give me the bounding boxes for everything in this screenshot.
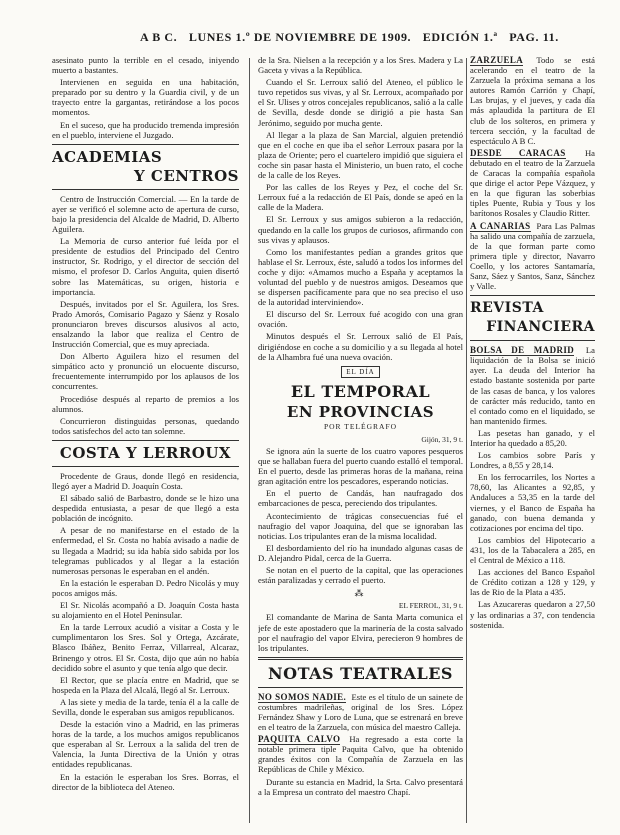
page-number: PAG. 11. bbox=[509, 30, 559, 44]
article-paragraph: Centro de Instrucción Comercial. — En la tarde de ayer se verificó el solemne acto de apertura de curso, bajo la presidencia del Alcalde de Madrid, D. Alberto Aguilera. bbox=[52, 193, 239, 235]
article-paragraph: Don Alberto Aguilera hizo el resumen del simpático acto y pronunció un elocuente discurso, frecuentemente interrumpido por los aplausos de los concurrentes. bbox=[52, 351, 239, 392]
column-1 bbox=[52, 55, 239, 825]
article-paragraph: El Sr. Nicolás acompañó a D. Joaquín Costa hasta su alojamiento en el Hotel Peninsular. bbox=[52, 600, 239, 621]
article-paragraph: Se ignora aún la suerte de los cuatro vapores pesqueros que se hallaban fuera del puerto cuando estalló el temporal. En el puerto, desde las primeras horas de la mañana, reina gran agitación entre los pescadores, esperando noticias. bbox=[258, 446, 463, 487]
article-paragraph: En los ferrocarriles, los Nortes a 78,60, las Alicantes a 92,85, y Andaluces a 53,35 en la tarde del viernes, y el Banco de España ha ganado, con buena demanda y cotizaciones por encima del tipo. bbox=[470, 472, 595, 533]
paragraph-text: Todo se está acelerando en el teatro de la Zarzuela la próxima semana a los autores Ramón Carrión y Chapí, Las brujas, y el jueves, y cada día más aplaudida la partitura de El club de los solteros, en primera y tercera sección, y la facultad de espectáculo A B C. bbox=[470, 55, 595, 146]
column-3 bbox=[470, 55, 595, 825]
subhead: PAQUITA CALVO bbox=[258, 734, 341, 745]
paragraph-text: Ha regresado a esta corte la notable primera tiple Paquita Calvo, que ha obtenido grandes éxitos con la Compañía de Zarzuela en las Repúblicas de Chile y México. bbox=[258, 734, 463, 775]
article-paragraph bbox=[258, 734, 463, 774]
article-paragraph: Procedióse después al reparto de premios a los alumnos. bbox=[52, 393, 239, 414]
article-paragraph: En la tarde Lerroux acudió a visitar a Costa y le cumplimentaron los Sres. Sol y Ortega, Azcárate, Blasco Ibáñez, Benito Ferraz, Villarreal, Alcaraz, Brinengo y otros. El Sr. Costa, dijo que aún no había decidido sobre el asunto y que tenía algo que decir. bbox=[52, 622, 239, 673]
article-paragraph bbox=[470, 221, 595, 292]
article-paragraph bbox=[470, 345, 595, 426]
article-paragraph bbox=[470, 55, 595, 146]
article-paragraph: En el suceso, que ha producido tremenda impresión en el pueblo, interviene el Juzgado. bbox=[52, 119, 239, 140]
revista-title: REVISTA bbox=[470, 300, 544, 317]
edition-label: EDICIÓN 1.ª bbox=[422, 30, 498, 44]
article-paragraph: Al llegar a la plaza de San Marcial, alguien pretendió que en el coche en que iba el señor Lerroux pasara por la plaza de Oriente; pero el cuartelero impidió que siguiera el coche sin pasar hasta el Ministerio, un buen rato, el coche de la calle de los Reyes. bbox=[258, 129, 463, 181]
subhead: A CANARIAS bbox=[470, 220, 531, 231]
revista-title-2: FINANCIERA bbox=[486, 319, 595, 336]
temporal-title: EL TEMPORAL bbox=[290, 381, 431, 401]
article-paragraph: Como los manifestantes pedían a grandes gritos que hablase el Sr. Lerroux, éste, saludó a todos los informes del coche y dijo: «Amamos mucho a España y aceptamos la voluntad del pueblo y de nuestros amigos. Deseamos que se dispersen pacíficamente para que no sea preciso el uso de la autoridad interviniendo». bbox=[258, 246, 463, 308]
section-divider bbox=[470, 340, 595, 341]
ornament-divider: ⁂ bbox=[354, 588, 367, 599]
article-paragraph: Desde la estación vino a Madrid, en las primeras horas de la tarde, a los muchos amigos republicanos que esperaban al Sr. Lerroux a la salida del tren de Valencia, la Junta Directiva de la Unión y otras entidades republicanas. bbox=[52, 719, 239, 770]
issue-date: LUNES 1.º DE NOVIEMBRE DE 1909. bbox=[188, 30, 412, 44]
article-paragraph: Intervienen en seguida en una habitación, preparado por su dentro y la Guardia civil, y de un trayecto entre la gargantas, retirándose a los pocos momentos. bbox=[52, 77, 239, 118]
paragraph-text: Para Las Palmas ha salido una compañía de zarzuela, de la que forman parte como primera tiple y director, Navarro Coello, y los actores Santamaría, Sanz, Sáez y Santos, Sanz, Sánchez y Valle. bbox=[470, 220, 595, 292]
costa-title: COSTA Y LERROUX bbox=[59, 443, 232, 462]
article-paragraph bbox=[470, 148, 595, 219]
section-divider bbox=[258, 657, 463, 660]
subhead: NO SOMOS NADIE. bbox=[258, 691, 347, 702]
dateline: Gijón, 31, 9 t. bbox=[421, 434, 463, 444]
column-rule bbox=[466, 58, 467, 823]
article-paragraph: Los cambios sobre París y Londres, a 8,55 y 28,14. bbox=[470, 450, 595, 471]
notas-title: NOTAS TEATRALES bbox=[268, 663, 453, 683]
section-divider bbox=[52, 144, 239, 145]
academias-title: ACADEMIAS bbox=[52, 147, 163, 166]
section-divider bbox=[258, 687, 463, 688]
paper-name: A B C. bbox=[140, 30, 178, 44]
article-paragraph: Procedente de Graus, donde llegó en residencia, llegó ayer a Madrid D. Joaquín Costa. bbox=[52, 470, 239, 491]
subhead: ZARZUELA bbox=[470, 55, 524, 65]
column-rule bbox=[249, 58, 250, 823]
article-paragraph: Minutos después el Sr. Lerroux salió de El País, dirigiéndose en coche a su domicilio y a su llegada al hotel de la Alhambra fué una nueva ovación. bbox=[258, 331, 463, 362]
article-paragraph: asesinato punto la terrible en el cesado, iniyendo muerto a bastantes. bbox=[52, 55, 239, 76]
article-paragraph: A pesar de no manifestarse en el estado de la enfermedad, el Sr. Costa no había avisado a nadie de su llegada a Madrid; su ida había sido sabida por los telegramas publicados y al llegar a la estación numerosas personas le esperaban en el andén. bbox=[52, 525, 239, 576]
article-paragraph: Acontecimiento de trágicas consecuencias fué el naufragio del vapor Joaquina, del que se ignoraban las noticias. Los tripulantes eran de la misma localidad. bbox=[258, 510, 463, 541]
column-2 bbox=[258, 55, 463, 825]
section-divider bbox=[470, 295, 595, 296]
article-paragraph: En la estación le esperaban los Sres. Borras, el director de la biblioteca del Ateneo. bbox=[52, 771, 239, 792]
article-paragraph: Los cambios del Hipotecario a 431, los de la Tabacalera a 285, en el Central de México a 118. bbox=[470, 534, 595, 566]
section-kicker: EL DÍA bbox=[341, 366, 379, 378]
academias-title-2: Y CENTROS bbox=[133, 166, 239, 185]
article-paragraph bbox=[258, 692, 463, 732]
article-paragraph: Durante su estancia en Madrid, la Srta. Calvo presentará a la Empresa un contrato del maestro Chapí. bbox=[258, 776, 463, 797]
section-divider bbox=[52, 189, 239, 190]
subhead: DESDE CARACAS bbox=[470, 147, 566, 158]
temporal-subtitle: POR TELÉGRAFO bbox=[323, 421, 398, 431]
article-paragraph: A las siete y media de la tarde, tenía él a la calle de Sevilla, donde le esperaban sus amigos republicanos. bbox=[52, 696, 239, 717]
paragraph-text: Este es el título de un sainete de costumbres madrileñas, original de los Sres. López Fernández Shaw y Loro de Luna, que se estrenará en breve en el teatro de la Zarzuela, con música del maestro Calleja. bbox=[258, 691, 463, 733]
article-paragraph: La Memoria de curso anterior fué leída por el presidente de estudios del Principado del Centro instructor, Sr. Rodrigo, y el director de sección del mismo, el profesor D. Carlos Anguita, quien disertó sobre las Matemáticas, su origen, historia e importancia. bbox=[52, 236, 239, 297]
article-paragraph: El Rector, que se placía entre en Madrid, que se hospeda en la Plaza del Alcalá, llegó al Sr. Lerroux. bbox=[52, 674, 239, 695]
paragraph-text: Ha debutado en el teatro de la Zarzuela de Caracas la compañía española que dirige el actor Pepe Vázquez, y en la que figuran las soberbias tiples Puente, Rubia y Tous y los barítonos Rosales y Claudio Ritter. bbox=[470, 147, 595, 219]
temporal-title-2: EN PROVINCIAS bbox=[286, 402, 435, 421]
section-divider bbox=[52, 466, 239, 467]
subhead: BOLSA DE MADRID bbox=[470, 345, 575, 356]
article-paragraph: Las acciones del Banco Español de Crédito cotizan a 128 y 129, y las de Rio de la Plata a 435. bbox=[470, 567, 595, 598]
article-paragraph: El comandante de Marina de Santa Marta comunica el jefe de este apostadero que la marinería de la costa salvado por el naufragio del vapor Elvira, perecieron 9 hombres de los tripulantes. bbox=[258, 612, 463, 653]
page-header bbox=[140, 30, 580, 44]
article-paragraph: Las pesetas han ganado, y el Interior ha quedado a 85,20. bbox=[470, 427, 595, 448]
paragraph-text: La liquidación de la Bolsa se inició ayer. La deuda del Interior ha estado bastante sostenida por parte de las casas de banca, y los valores de carácter más reducido, tanto en el contado como en el liquidado, se han mantenido firmes. bbox=[470, 345, 595, 426]
article-paragraph: El discurso del Sr. Lerroux fué acogido con una gran ovación. bbox=[258, 309, 463, 330]
article-paragraph: El desbordamiento del río ha inundado algunas casas de D. Alejandro Pidal, cerca de la Guerra. bbox=[258, 542, 463, 563]
article-paragraph: Después, invitados por el Sr. Aguilera, los Sres. Prado Amorós, Comisario Pagazo y Sáenz y Rosalo pronunciaron breves discursos alusivos al acto, ensalzando la labor que realiza el Centro de Instrucción Comercial, que es muy apreciada. bbox=[52, 298, 239, 350]
article-paragraph: Se notan en el puerto de la capital, que las operaciones están paralizadas y cerrado el puerto. bbox=[258, 565, 463, 586]
article-paragraph: de la Sra. Nielsen a la recepción y a los Sres. Madera y La Gaceta y vivas a la República. bbox=[258, 55, 463, 76]
article-paragraph: El sábado salió de Barbastro, donde se le hizo una despedida entusiasta, a pesar de que llegó a esta población de incógnito. bbox=[52, 493, 239, 524]
dateline: EL FERROL, 31, 9 t. bbox=[398, 601, 463, 611]
article-paragraph: En la estación le esperaban D. Pedro Nicolás y muy pocos amigos más. bbox=[52, 577, 239, 598]
article-paragraph: Concurrieron distinguidas personas, quedando todos satisfechos del acto tan solemne. bbox=[52, 415, 239, 436]
article-paragraph: En el puerto de Candás, han naufragado dos embarcaciones de pesca, pereciendo dos tripulantes. bbox=[258, 488, 463, 509]
article-paragraph: Las Azucareras quedaron a 27,50 y las ordinarias a 37, con tendencia sostenida. bbox=[470, 599, 595, 630]
section-divider bbox=[52, 440, 239, 441]
article-paragraph: Por las calles de los Reyes y Pez, el coche del Sr. Lerroux fué a la redacción de El País, donde se apeó en la calle de la Madera. bbox=[258, 182, 463, 213]
article-paragraph: El Sr. Lerroux y sus amigos subieron a la redacción, quedando en la calle los grupos de curiosos, afirmando con sus vivas y aplausos. bbox=[258, 214, 463, 245]
article-paragraph: Cuando el Sr. Lerroux salió del Ateneo, el público le tuvo repetidos sus vivas, y al Sr. Lerroux, acompañado por el Sr. Ulises y otros concejales republicanos, salió a la calle de Sevilla, desde donde se dirigió a pie hasta San Jerónimo, seguido por mucha gente. bbox=[258, 77, 463, 128]
